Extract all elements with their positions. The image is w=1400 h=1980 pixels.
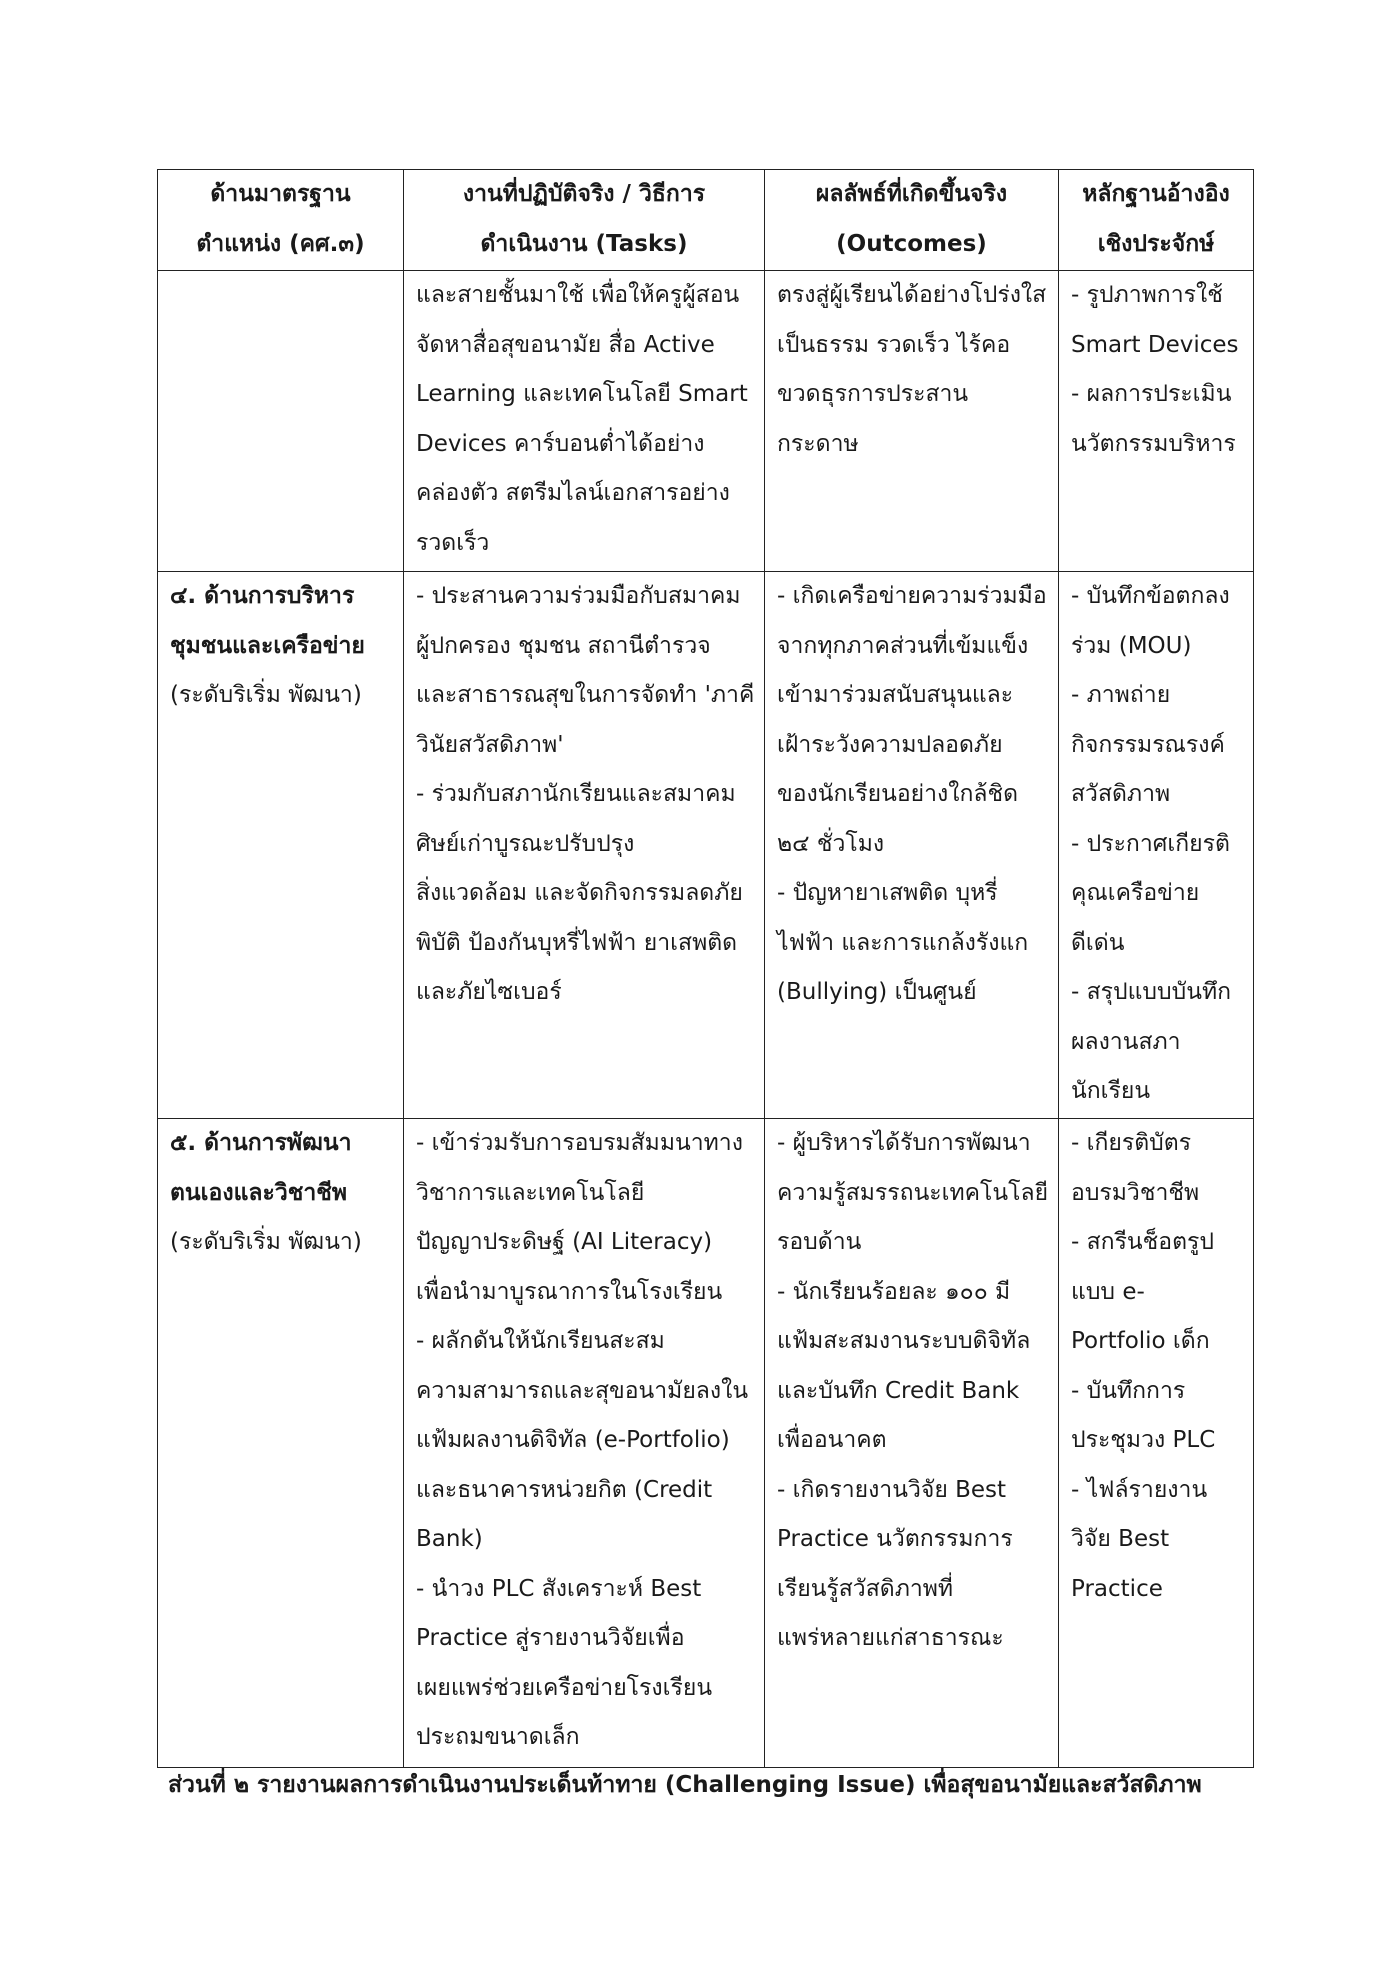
cell-evidence [1059, 271, 1254, 572]
cell-line: - ร่วมกับสภานักเรียนและสมาคม [416, 781, 736, 807]
cell-line: และสาธารณสุขในการจัดทำ 'ภาคี [416, 682, 755, 708]
cell-line: และภัยไซเบอร์ [416, 979, 562, 1005]
header-line: เชิงประจักษ์ [1097, 230, 1215, 257]
cell-line: - ผู้บริหารได้รับการพัฒนา [777, 1130, 1031, 1156]
cell-line: ตรงสู่ผู้เรียนได้อย่างโปร่งใส [777, 282, 1047, 308]
standard-title: ๔. ด้านการบริหาร [170, 583, 355, 609]
cell-line: (Bullying) เป็นศูนย์ [777, 979, 977, 1005]
cell-line: Portfolio เด็ก [1071, 1328, 1210, 1354]
cell-line: นวัตกรรมบริหาร [1071, 430, 1236, 457]
cell-line: - นำวง PLC สังเคราะห์ Best [416, 1575, 702, 1602]
cell-line: เพื่อนำมาบูรณาการในโรงเรียน [416, 1278, 723, 1305]
cell-line: เข้ามาร่วมสนับสนุนและ [777, 682, 1014, 708]
cell-line: แพร่หลายแก่สาธารณะ [777, 1625, 1004, 1651]
cell-line: ขวดธุรการประสาน [777, 381, 969, 407]
cell-line: อบรมวิชาชีพ [1071, 1179, 1200, 1206]
cell-line: Smart Devices [1071, 331, 1239, 358]
cell-line: Practice สู่รายงานวิจัยเพื่อ [416, 1625, 685, 1651]
cell-line: - บันทึกข้อตกลง [1071, 583, 1230, 609]
cell-line: Bank) [416, 1526, 483, 1552]
cell-line: Practice [1071, 1575, 1163, 1602]
cell-tasks [404, 1119, 765, 1768]
cell-line: วิชาการและเทคโนโลยี [416, 1179, 645, 1206]
header-tasks [404, 170, 765, 271]
cell-line: สิ่งแวดล้อม และจัดกิจกรรมลดภัย [416, 880, 743, 906]
table-row [158, 271, 1254, 572]
cell-line: - สกรีนช็อตรูป [1071, 1229, 1214, 1255]
cell-line: Practice นวัตกรรมการ [777, 1526, 1013, 1552]
cell-line: ประชุมวง PLC [1071, 1427, 1216, 1453]
cell-line: - ผลการประเมิน [1071, 381, 1232, 407]
cell-line: - บันทึกการ [1071, 1377, 1186, 1404]
cell-line: - ประสานความร่วมมือกับสมาคม [416, 583, 741, 609]
cell-line: สวัสดิภาพ [1071, 781, 1171, 807]
cell-line: เฝ้าระวังความปลอดภัย [777, 731, 1003, 758]
cell-line: จัดหาสื่อสุขอนามัย สื่อ Active [416, 331, 715, 358]
cell-standard [158, 271, 404, 572]
cell-line: ของนักเรียนอย่างใกล้ชิด [777, 781, 1019, 807]
cell-standard [158, 1119, 404, 1768]
cell-evidence [1059, 572, 1254, 1119]
cell-line: เรียนรู้สวัสดิภาพที่ [777, 1575, 954, 1602]
cell-line: - ผลักดันให้นักเรียนสะสม [416, 1328, 665, 1354]
cell-line: - เกิดรายงานวิจัย Best [777, 1476, 1007, 1503]
standards-report-table [157, 169, 1254, 1768]
cell-line: แฟ้มสะสมงานระบบดิจิทัล [777, 1328, 1031, 1354]
cell-line: คุณเครือข่าย [1071, 880, 1200, 906]
cell-line: แบบ e- [1071, 1278, 1145, 1305]
cell-evidence [1059, 1119, 1254, 1768]
cell-line: - ปัญหายาเสพติด บุหรี่ [777, 880, 998, 906]
cell-outcomes [765, 1119, 1059, 1768]
cell-line: ร่วม (MOU) [1071, 632, 1192, 659]
cell-line: ไฟฟ้า และการแกล้งรังแก [777, 929, 1029, 956]
cell-line: - ภาพถ่าย [1071, 682, 1171, 708]
cell-line: - ประกาศเกียรติ [1071, 830, 1230, 857]
cell-line: ความสามารถและสุขอนามัยลงใน [416, 1377, 749, 1404]
cell-line: - นักเรียนร้อยละ ๑๐๐ มี [777, 1278, 1011, 1305]
cell-tasks [404, 271, 765, 572]
header-line: ดำเนินงาน (Tasks) [480, 230, 688, 257]
standard-level: (ระดับริเริ่ม พัฒนา) [170, 682, 362, 708]
table-header-row [158, 170, 1254, 271]
cell-line: ผลงานสภา [1071, 1028, 1181, 1055]
cell-line: วิจัย Best [1071, 1526, 1170, 1552]
cell-line: - เกิดเครือข่ายความร่วมมือ [777, 583, 1047, 609]
header-line: ด้านมาตรฐาน [210, 181, 351, 207]
cell-outcomes [765, 572, 1059, 1119]
cell-line: นักเรียน [1071, 1078, 1151, 1104]
cell-line: - รูปภาพการใช้ [1071, 282, 1223, 308]
table-row [158, 572, 1254, 1119]
cell-line: และบันทึก Credit Bank [777, 1377, 1020, 1404]
cell-line: และธนาคารหน่วยกิต (Credit [416, 1476, 713, 1503]
cell-line: แฟ้มผลงานดิจิทัล (e-Portfolio) [416, 1427, 730, 1453]
cell-line: ผู้ปกครอง ชุมชน สถานีตำรวจ [416, 632, 711, 659]
cell-line: - ไฟล์รายงาน [1071, 1476, 1208, 1503]
cell-line: รวดเร็ว [416, 529, 490, 556]
table-row [158, 1119, 1254, 1768]
cell-outcomes [765, 271, 1059, 572]
cell-line: - เข้าร่วมรับการอบรมสัมมนาทาง [416, 1130, 743, 1156]
cell-line: เป็นธรรม รวดเร็ว ไร้คอ [777, 331, 1011, 358]
cell-line: - เกียรติบัตร [1071, 1130, 1192, 1156]
cell-line: ๒๔ ชั่วโมง [777, 830, 885, 857]
header-line: งานที่ปฏิบัติจริง / วิธีการ [462, 181, 706, 207]
cell-line: ปัญญาประดิษฐ์ (AI Literacy) [416, 1229, 713, 1255]
header-line: ตำแหน่ง (คศ.๓) [196, 230, 365, 257]
cell-standard [158, 572, 404, 1119]
header-line: (Outcomes) [836, 230, 987, 257]
standard-title: ตนเองและวิชาชีพ [170, 1179, 348, 1206]
cell-line: รอบด้าน [777, 1229, 862, 1255]
cell-tasks [404, 572, 765, 1119]
section-heading: ส่วนที่ ๒ รายงานผลการดำเนินงานประเด็นท้าทาย (Challenging Issue) เพื่อสุขอนามัยและสวัสดิภาพ [168, 1772, 1202, 1798]
header-outcomes [765, 170, 1059, 271]
cell-line: ความรู้สมรรถนะเทคโนโลยี [777, 1179, 1049, 1206]
cell-line: วินัยสวัสดิภาพ' [416, 731, 564, 758]
cell-line: เผยแพร่ช่วยเครือข่ายโรงเรียน [416, 1674, 713, 1701]
standard-level: (ระดับริเริ่ม พัฒนา) [170, 1229, 362, 1255]
cell-line: คล่องตัว สตรีมไลน์เอกสารอย่าง [416, 480, 730, 506]
cell-line: Devices คาร์บอนต่ำได้อย่าง [416, 430, 705, 457]
cell-line: เพื่ออนาคต [777, 1427, 887, 1453]
cell-line: จากทุกภาคส่วนที่เข้มแข็ง [777, 632, 1029, 659]
cell-line: และสายชั้นมาใช้ เพื่อให้ครูผู้สอน [416, 282, 740, 308]
standard-title: ชุมชนและเครือข่าย [170, 632, 365, 659]
cell-line: ประถมขนาดเล็ก [416, 1724, 580, 1750]
standard-title: ๕. ด้านการพัฒนา [170, 1130, 352, 1156]
cell-line: ศิษย์เก่าบูรณะปรับปรุง [416, 830, 635, 857]
cell-line: ดีเด่น [1071, 929, 1125, 956]
cell-line: กิจกรรมรณรงค์ [1071, 731, 1225, 758]
cell-line: - สรุปแบบบันทึก [1071, 979, 1232, 1005]
cell-line: Learning และเทคโนโลยี Smart [416, 381, 748, 407]
cell-line: พิบัติ ป้องกันบุหรี่ไฟฟ้า ยาเสพติด [416, 929, 738, 956]
header-evidence [1059, 170, 1254, 271]
cell-line: กระดาษ [777, 430, 859, 457]
header-line: หลักฐานอ้างอิง [1082, 181, 1230, 207]
header-line: ผลลัพธ์ที่เกิดขึ้นจริง [815, 181, 1008, 207]
header-standard [158, 170, 404, 271]
